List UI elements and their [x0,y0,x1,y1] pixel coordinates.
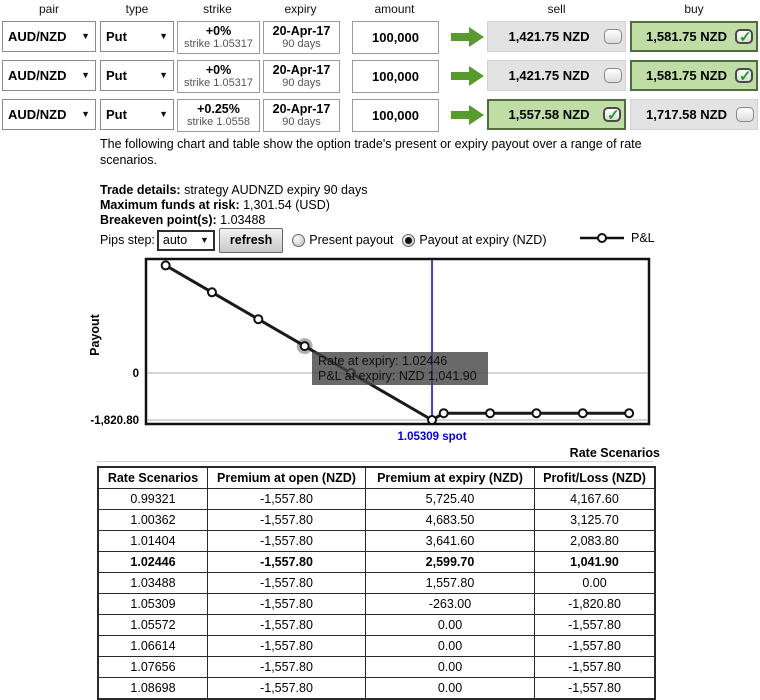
table-cell: -1,557.80 [208,573,366,594]
table-cell: 0.00 [366,657,535,678]
data-point-marker[interactable] [486,409,494,417]
strike-field[interactable]: +0.25% strike 1.0558 [177,99,260,132]
divider [97,461,653,462]
data-point-marker[interactable] [428,416,436,424]
tooltip [312,352,488,385]
table-cell: 5,725.40 [366,489,535,510]
data-point-marker[interactable] [208,288,216,296]
buy-button[interactable]: 1,717.58 NZD [630,99,758,130]
arrow-right-icon [451,104,485,126]
payout-expiry-label: Payout at expiry (NZD) [419,233,547,247]
sell-button[interactable]: 1,557.58 NZD ✓ [487,99,626,130]
table-cell: 0.00 [535,573,656,594]
type-select[interactable]: Put ▼ [100,99,174,130]
arrow-right-icon [451,26,485,48]
amount-field[interactable]: 100,000 [352,99,439,132]
chevron-down-icon: ▼ [81,31,90,41]
column-header-type: type [125,2,149,16]
table-cell: 1.07656 [98,657,208,678]
breakeven-line: Breakeven point(s): 1.03488 [100,213,266,227]
table-cell: 1.00362 [98,510,208,531]
table-row [98,531,655,552]
table-cell: -263.00 [366,594,535,615]
buy-checkbox[interactable] [736,107,754,122]
scenario-table-body [98,489,655,700]
sell-checkbox[interactable] [603,107,621,122]
table-row [98,573,655,594]
table-cell: 0.99321 [98,489,208,510]
present-payout-radio[interactable] [292,234,305,247]
present-payout-label: Present payout [309,233,394,247]
table-cell: -1,557.80 [208,657,366,678]
table-cell: 4,167.60 [535,489,656,510]
table-cell: 0.00 [366,615,535,636]
table-cell: 1.03488 [98,573,208,594]
data-point-marker[interactable] [532,409,540,417]
data-point-marker[interactable] [162,261,170,269]
chevron-down-icon: ▼ [81,109,90,119]
column-header-amount: amount [374,2,415,16]
legend-line-marker-icon [580,232,624,244]
header-premium-open: Premium at open (NZD) [208,467,366,489]
chart-legend [580,231,655,245]
table-cell: -1,820.80 [535,594,656,615]
column-header-expiry: expiry [284,2,317,16]
sell-button[interactable]: 1,421.75 NZD [487,21,626,52]
table-header-row [98,467,655,489]
type-select[interactable]: Put ▼ [100,60,174,91]
expiry-field[interactable]: 20-Apr-17 90 days [263,60,340,93]
payout-expiry-radio[interactable] [402,234,415,247]
type-select[interactable]: Put ▼ [100,21,174,52]
table-cell: 1.08698 [98,678,208,700]
amount-field[interactable]: 100,000 [352,21,439,54]
table-cell: -1,557.80 [208,510,366,531]
expiry-field[interactable]: 20-Apr-17 90 days [263,99,340,132]
table-cell: 1,557.80 [366,573,535,594]
y-tick-label: 0 [132,367,139,380]
table-row [98,552,655,573]
spot-label: 1.05309 spot [397,431,467,443]
chart-controls [100,228,547,252]
table-cell: 4,683.50 [366,510,535,531]
y-tick-label: -1,820.80 [90,414,139,427]
pips-step-label: Pips step: [100,233,155,247]
payout-expiry-option[interactable] [402,233,546,247]
column-header-sell: sell [547,2,566,16]
chevron-down-icon: ▼ [159,70,168,80]
payout-chart[interactable] [0,250,760,462]
sell-button[interactable]: 1,421.75 NZD [487,60,626,91]
table-cell: -1,557.80 [208,594,366,615]
data-point-marker[interactable] [301,342,309,350]
header-profit-loss: Profit/Loss (NZD) [535,467,656,489]
table-cell: 2,083.80 [535,531,656,552]
table-cell: -1,557.80 [208,531,366,552]
table-row [98,615,655,636]
pair-select[interactable]: AUD/NZD ▼ [2,21,96,52]
header-rate-scenarios: Rate Scenarios [98,467,208,489]
table-row [98,489,655,510]
buy-checkbox[interactable] [735,68,753,83]
table-cell: 1.05572 [98,615,208,636]
refresh-button[interactable]: refresh [219,228,283,253]
column-header-strike: strike [203,2,232,16]
buy-checkbox[interactable] [735,29,753,44]
description-text: The following chart and table show the option trade's present or expiry payout over a range of rate scenarios. [100,137,642,167]
table-row [98,594,655,615]
legend-label: P&L [631,231,655,245]
table-cell: 1.06614 [98,636,208,657]
amount-field[interactable]: 100,000 [352,60,439,93]
y-axis-label: Payout [88,314,102,356]
chevron-down-icon: ▼ [159,109,168,119]
pair-select[interactable]: AUD/NZD ▼ [2,99,96,130]
trade-details-block [100,183,367,228]
buy-button[interactable]: 1,581.75 NZD ✓ [630,21,758,52]
pair-select[interactable]: AUD/NZD ▼ [2,60,96,91]
deal-section [0,0,760,140]
table-cell: 0.00 [366,636,535,657]
chevron-down-icon: ▼ [159,31,168,41]
present-payout-option[interactable] [292,233,393,247]
table-cell: -1,557.80 [208,552,366,573]
table-cell: 1.05309 [98,594,208,615]
table-cell: -1,557.80 [535,657,656,678]
x-axis-label: Rate Scenarios [569,446,660,460]
sell-checkbox[interactable] [604,29,622,44]
data-point-marker[interactable] [254,315,262,323]
table-row [98,678,655,700]
column-header-buy: buy [684,2,704,16]
strike-field[interactable]: +0% strike 1.05317 [177,21,260,54]
table-cell: -1,557.80 [535,636,656,657]
sell-checkbox[interactable] [604,68,622,83]
header-premium-expiry: Premium at expiry (NZD) [366,467,535,489]
chevron-down-icon: ▼ [81,70,90,80]
expiry-field[interactable]: 20-Apr-17 90 days [263,21,340,54]
table-cell: 1.02446 [98,552,208,573]
data-point-marker[interactable] [440,409,448,417]
tooltip-line1: Rate at expiry: 1.02446 [318,354,448,368]
table-cell: 2,599.70 [366,552,535,573]
table-cell: -1,557.80 [208,615,366,636]
data-point-marker[interactable] [579,409,587,417]
pips-step-select[interactable]: auto ▼ [157,230,215,251]
buy-button[interactable]: 1,581.75 NZD ✓ [630,60,758,91]
arrow-right-icon [451,65,485,87]
table-cell: 3,641.60 [366,531,535,552]
trade-details-line: Trade details: strategy AUDNZD expiry 90 days [100,183,368,197]
data-point-marker[interactable] [625,409,633,417]
table-cell: -1,557.80 [535,678,656,700]
tooltip-line2: P&L at expiry: NZD 1,041.90 [318,369,477,383]
table-row [98,636,655,657]
table-cell: -1,557.80 [208,489,366,510]
table-cell: 1.01404 [98,531,208,552]
strike-field[interactable]: +0% strike 1.05317 [177,60,260,93]
max-funds-line: Maximum funds at risk: 1,301.54 (USD) [100,198,330,212]
table-cell: 1,041.90 [535,552,656,573]
table-row [98,510,655,531]
table-cell: 3,125.70 [535,510,656,531]
table-cell: -1,557.80 [208,678,366,700]
table-cell: -1,557.80 [535,615,656,636]
rate-scenarios-table [97,466,656,700]
chevron-down-icon: ▼ [199,235,209,245]
column-header-pair: pair [38,2,59,16]
table-cell: 0.00 [366,678,535,700]
table-cell: -1,557.80 [208,636,366,657]
table-row [98,657,655,678]
